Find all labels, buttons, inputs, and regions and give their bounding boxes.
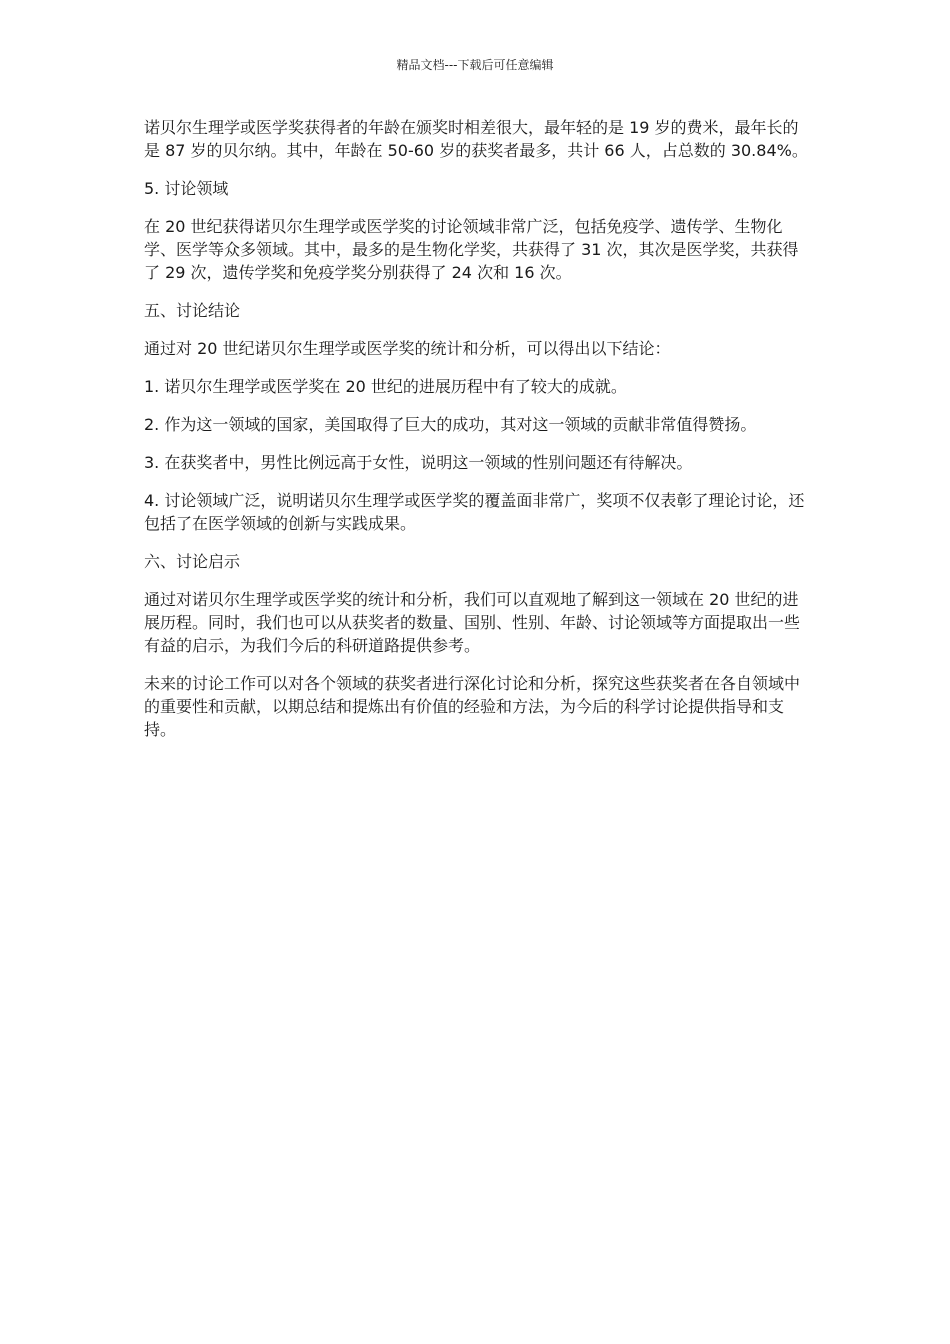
paragraph-research-fields: 在 20 世纪获得诺贝尔生理学或医学奖的讨论领域非常广泛，包括免疫学、遗传学、生物化学、医学等众多领域。其中，最多的是生物化学奖，共获得了 31 次，其次是医学奖，共获得了 29 次，遗传学奖和免疫学奖分别获得了 24 次和 16 次。 bbox=[144, 217, 799, 282]
header-note: 精品文档---下载后可任意编辑 bbox=[396, 58, 554, 72]
heading-research-fields: 5. 讨论领域 bbox=[144, 179, 229, 198]
conclusion-item-4: 4. 讨论领域广泛，说明诺贝尔生理学或医学奖的覆盖面非常广，奖项不仅表彰了理论讨论，还包括了在医学领域的创新与实践成果。 bbox=[144, 491, 805, 533]
heading-conclusions: 五、讨论结论 bbox=[144, 301, 241, 320]
document-body bbox=[144, 116, 808, 756]
conclusion-item-3: 3. 在获奖者中，男性比例远高于女性，说明这一领域的性别问题还有待解决。 bbox=[144, 453, 693, 472]
heading-implications: 六、讨论启示 bbox=[144, 552, 241, 571]
conclusion-item-2: 2. 作为这一领域的国家，美国取得了巨大的成功，其对这一领域的贡献非常值得赞扬。 bbox=[144, 415, 757, 434]
conclusion-item-1: 1. 诺贝尔生理学或医学奖在 20 世纪的进展历程中有了较大的成就。 bbox=[144, 377, 627, 396]
paragraph-implications: 通过对诺贝尔生理学或医学奖的统计和分析，我们可以直观地了解到这一领域在 20 世纪的进展历程。同时，我们也可以从获奖者的数量、国别、性别、年龄、讨论领域等方面提取出一些有益的启示，为我们今后的科研道路提供参考。 bbox=[144, 590, 801, 655]
paragraph-conclusions-intro: 通过对 20 世纪诺贝尔生理学或医学奖的统计和分析，可以得出以下结论： bbox=[144, 339, 671, 358]
paragraph-future-work: 未来的讨论工作可以对各个领域的获奖者进行深化讨论和分析，探究这些获奖者在各自领域中的重要性和贡献，以期总结和提炼出有价值的经验和方法，为今后的科学讨论提供指导和支持。 bbox=[144, 674, 801, 739]
paragraph-age: 诺贝尔生理学或医学奖获得者的年龄在颁奖时相差很大，最年轻的是 19 岁的费米，最年长的是 87 岁的贝尔纳。其中，年龄在 50-60 岁的获奖者最多，共计 66 人，占总数的 30.84%。 bbox=[144, 118, 808, 160]
